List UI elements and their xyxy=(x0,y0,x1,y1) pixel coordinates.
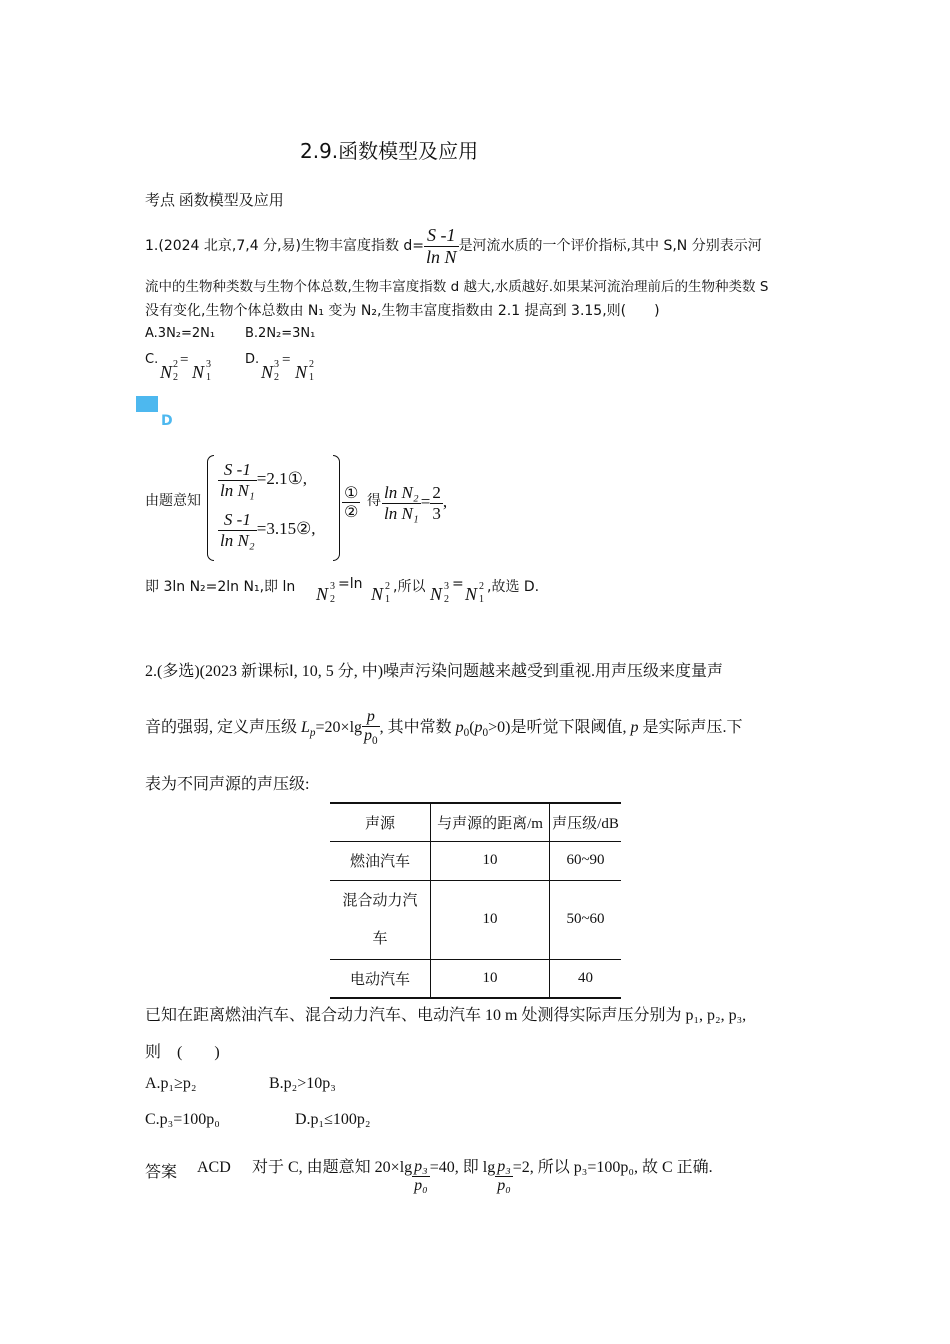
res-den: ln N₁ xyxy=(384,503,419,523)
q2-answer-text xyxy=(252,1154,713,1195)
q1-option-b: B.2N₂=3N₁ xyxy=(245,326,316,341)
q2-fden-sub: 0 xyxy=(372,735,378,748)
q2-l2e: >0)是听觉下限阈值, xyxy=(488,718,631,736)
q2-option-b: B.p₂>10p₃ xyxy=(269,1075,336,1092)
q1-option-d-math: N 3 2 = N 2 1 xyxy=(261,352,314,383)
q2-Lsub: p xyxy=(309,727,316,740)
q2-L: L xyxy=(301,718,310,736)
q2-p0sub: 0 xyxy=(463,727,470,740)
table-cell xyxy=(330,880,431,959)
sys2-num: S -1 xyxy=(218,510,257,531)
table-row xyxy=(330,880,621,959)
q1-option-d xyxy=(245,352,259,367)
q1-solution-prefix: 由题意知 xyxy=(145,493,201,509)
q2-p0b: p xyxy=(474,718,483,736)
q2-l2a: 音的强弱, 定义声压级 xyxy=(145,718,302,736)
section-heading: 考点 函数模型及应用 xyxy=(145,193,284,209)
page-title: 2.9.函数模型及应用 xyxy=(300,139,479,163)
q2-answer-value: ACD xyxy=(197,1159,231,1176)
q1-option-c xyxy=(145,352,158,367)
final-math-3: N 3 2 xyxy=(430,581,449,605)
q1-answer: D xyxy=(161,413,173,429)
table-cell: 燃油汽车 xyxy=(330,841,431,880)
final-math-2: N 2 1 xyxy=(371,581,390,605)
ans-fnum-2: p₃ xyxy=(495,1158,513,1177)
q2-p0sub-b: 0 xyxy=(482,727,489,740)
q1-frac-den: ln N xyxy=(426,246,457,267)
table-header: 声源 xyxy=(330,803,431,841)
final-line xyxy=(145,576,295,596)
sys1-den: ln N₁ xyxy=(220,480,255,500)
left-brace xyxy=(207,455,214,561)
table-header-row xyxy=(330,803,621,841)
cell-part: 混合动力汽 xyxy=(342,892,418,909)
table-cell: 10 xyxy=(431,959,550,998)
system-eq2 xyxy=(218,510,316,550)
divide-fraction xyxy=(342,484,360,522)
ans-fden: p₀ xyxy=(414,1177,428,1194)
table-cell: 50~60 xyxy=(550,880,622,959)
q1-option-c-label: C. xyxy=(145,352,159,367)
q2-line3: 表为不同声源的声压级: xyxy=(145,776,310,793)
q2-p: p xyxy=(630,718,639,736)
res-fden: 3 xyxy=(432,503,441,523)
q1-option-a: A.3N₂=2N₁ xyxy=(145,326,216,341)
q2-after1: 已知在距离燃油汽车、混合动力汽车、电动汽车 10 m 处测得实际声压分别为 p₁, p₂, p₃, xyxy=(145,1007,747,1024)
q2-option-d: D.p₁≤100p₂ xyxy=(295,1111,371,1128)
q1-line2: 流中的生物种类数与生物个体总数,生物丰富度指数 d 越大,水质越好.如果某河流治理前后的生物种类数 S xyxy=(145,279,769,295)
div-den: ② xyxy=(344,502,359,522)
table-row xyxy=(330,959,621,998)
q2-answer-label: 答案 xyxy=(145,1164,178,1181)
table-cell: 60~90 xyxy=(550,841,622,880)
q2-l2c: , 其中常数 xyxy=(379,718,456,736)
sys2-den: ln N₂ xyxy=(220,530,255,550)
table-header: 与声源的距离/m xyxy=(431,803,550,841)
q1-option-c-math: N 2 2 = N 3 1 xyxy=(160,352,211,383)
div-num: ① xyxy=(344,483,359,502)
ans-text1: 对于 C, 由题意知 20×lg xyxy=(252,1159,413,1176)
res-eq: = xyxy=(420,491,431,511)
sound-source-table xyxy=(330,802,621,999)
q2-fnum: p xyxy=(362,708,380,727)
table-header: 声压级/dB xyxy=(550,803,622,841)
system-eq1 xyxy=(218,460,307,500)
result-equation xyxy=(382,483,447,523)
q2-option-a: A.p₁≥p₂ xyxy=(145,1075,197,1092)
answer-marker xyxy=(136,396,158,412)
q1-prefix: 1.(2024 北京,7,4 分,易)生物丰富度指数 d= xyxy=(145,238,425,255)
q2-l2b: =20×lg xyxy=(315,718,363,736)
table-row xyxy=(330,841,621,880)
q2-line1: 2.(多选)(2023 新课标Ⅰ, 10, 5 分, 中)噪声污染问题越来越受到重视.用声压级来度量声 xyxy=(145,663,724,680)
final-math-1: N 3 2 xyxy=(316,581,335,605)
q1-option-d-label: D. xyxy=(245,352,260,367)
q1-index-fraction xyxy=(424,225,459,267)
res-num: ln N₂ xyxy=(384,483,419,502)
final-c: ,所以 xyxy=(393,579,426,595)
q2-line2 xyxy=(145,708,743,748)
final-a: 即 3ln N₂=2ln N₁,即 ln xyxy=(145,579,296,595)
sys2-rhs: =3.15②, xyxy=(256,518,316,538)
right-brace xyxy=(333,455,340,561)
res-fnum: 2 xyxy=(432,483,441,502)
table-cell: 10 xyxy=(431,880,550,959)
q2-fden: p xyxy=(364,727,373,745)
table-cell: 电动汽车 xyxy=(330,959,431,998)
final-b: =ln xyxy=(338,576,363,592)
q1-frac-num: S -1 xyxy=(424,225,459,247)
de-word: 得 xyxy=(367,493,381,509)
q2-l2f: 是实际声压.下 xyxy=(638,718,743,736)
q2-p0: p xyxy=(455,718,464,736)
final-e: ,故选 D. xyxy=(487,579,540,595)
res-tail: , xyxy=(442,491,448,511)
final-math-4: N 2 1 xyxy=(465,581,484,605)
q2-def-fraction xyxy=(362,708,380,748)
ans-text3: =2, 所以 p₃=100p₀, 故 C 正确. xyxy=(512,1159,713,1176)
final-d: = xyxy=(452,576,464,592)
table-cell: 10 xyxy=(431,841,550,880)
ans-text2: =40, 即 lg xyxy=(429,1159,496,1176)
ans-fraction-1 xyxy=(412,1158,430,1196)
sys1-num: S -1 xyxy=(218,460,257,481)
ans-fden-2: p₀ xyxy=(497,1177,511,1194)
q1-suffix: 是河流水质的一个评价指标,其中 S,N 分别表示河 xyxy=(458,238,762,255)
q2-after2: 则 ( ) xyxy=(145,1044,220,1061)
ans-fnum: p₃ xyxy=(412,1158,430,1177)
q1-line3: 没有变化,生物个体总数由 N₁ 变为 N₂,生物丰富度指数由 2.1 提高到 3.15,则( ) xyxy=(145,303,660,319)
sys1-rhs: =2.1①, xyxy=(256,468,308,488)
ans-fraction-2 xyxy=(495,1158,513,1196)
table-cell: 40 xyxy=(550,959,622,998)
q2-l2d: ( xyxy=(469,718,475,736)
q2-option-c: C.p₃=100p₀ xyxy=(145,1111,220,1128)
q1-line1 xyxy=(145,225,762,267)
cell-part: 车 xyxy=(372,930,388,947)
